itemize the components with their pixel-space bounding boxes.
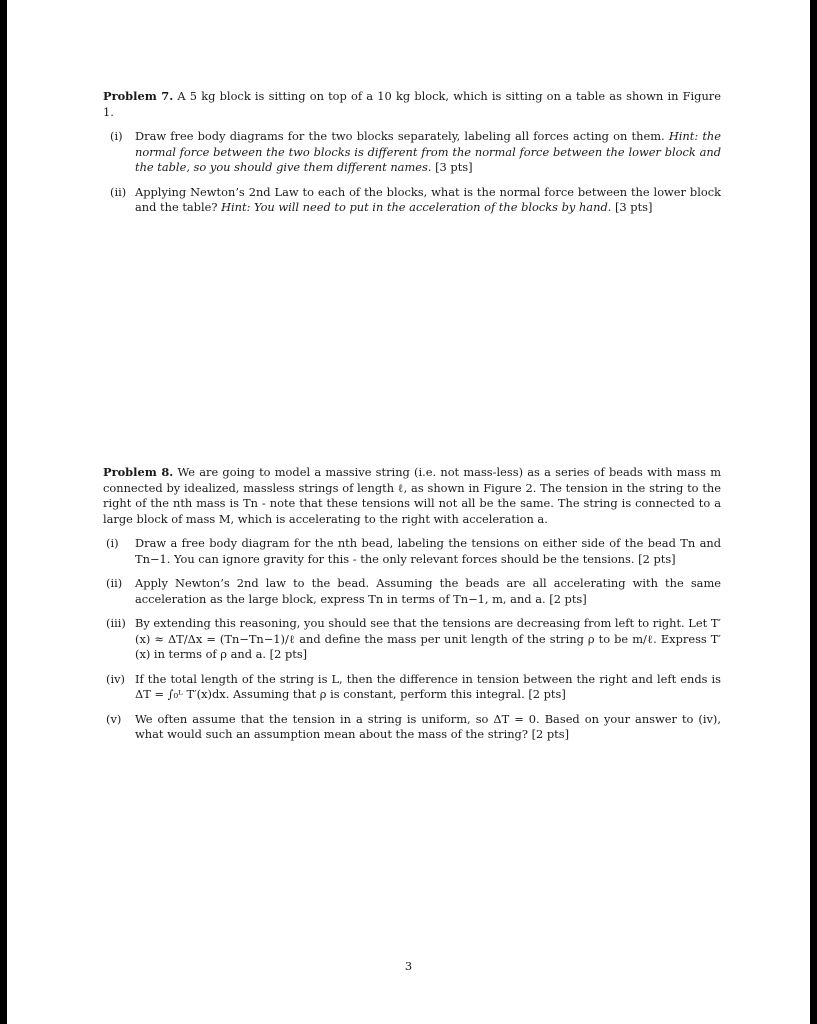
problem-8-title: Problem 8. (103, 465, 174, 479)
problem-7-parts (103, 129, 721, 216)
problem-8-parts (103, 536, 721, 743)
part-points: [2 pts] (528, 687, 566, 701)
problem-8-intro (103, 465, 721, 527)
part-text: We often assume that the tension in a string is uniform, so ΔT = 0. Based on your answer to (iv), what would such an assumption mean about the mass of the string? (135, 711, 721, 741)
problem-7-title: Problem 7. (103, 89, 174, 103)
part-number: (ii) (106, 576, 123, 590)
document-page (7, 0, 810, 1024)
page-number: 3 (404, 959, 413, 973)
part-text: Applying Newton’s 2nd Law to each of the blocks, what is the normal force between the lower block and the table? (135, 184, 721, 214)
part-number: (i) (106, 536, 119, 550)
problem-8 (103, 465, 721, 752)
part-points: [3 pts] (435, 160, 473, 174)
part-number: (v) (106, 711, 122, 726)
part-points: [2 pts] (549, 591, 587, 606)
problem-8-part-iv (103, 672, 721, 703)
part-hint: Hint: the normal force between the two blocks is different from the normal force between the lower block and the table, so you should give them different names. (135, 129, 722, 174)
problem-7-text: A 5 kg block is sitting on top of a 10 kg block, which is sitting on a table as shown in Figure 1. (103, 89, 721, 119)
problem-8-part-iii (103, 616, 721, 663)
problem-7-part-i (103, 129, 721, 176)
part-number: (i) (110, 129, 123, 143)
problem-8-text: We are going to model a massive string (i.e. not mass-less) as a series of beads with mass m connected by idealized, massless strings of length ℓ, as shown in Figure 2. The tension in the string to the right of the nth mass is Tn - note that these tensions will not all be the same. The string is connected to a large block of mass M, which is accelerating to the right with acceleration a. (103, 465, 721, 526)
problem-7-intro (103, 89, 721, 120)
problem-7 (103, 89, 721, 225)
problem-8-part-ii (103, 576, 721, 607)
problem-8-part-i (103, 536, 721, 567)
part-number: (iii) (106, 616, 126, 630)
part-text: Draw a free body diagram for the nth bead, labeling the tensions on either side of the bead Tn and Tn−1. You can ignore gravity for this - the only relevant forces should be the tensions. (135, 536, 721, 566)
part-number: (iv) (106, 671, 125, 686)
part-points: [2 pts] (638, 551, 676, 566)
part-text: By extending this reasoning, you should see that the tensions are decreasing from left to right. Let T′(x) ≈ ΔT/Δx = (Tn−Tn−1)/ℓ and define the mass per unit length of the string ρ to be m/ℓ. Express T′(x) in terms of ρ and a. (135, 616, 721, 661)
part-points: [2 pts] (269, 647, 308, 661)
part-text: If the total length of the string is L, then the difference in tension between the right and left ends is ΔT = ∫₀ᴸ T′(x)dx. Assuming that ρ is constant, perform this integral. (135, 671, 721, 701)
part-text: Draw free body diagrams for the two blocks separately, labeling all forces acting on them. (135, 129, 665, 143)
part-points: [3 pts] (614, 200, 653, 214)
problem-8-part-v (103, 712, 721, 743)
part-text: Apply Newton’s 2nd law to the bead. Assuming the beads are all accelerating with the same acceleration as the large block, express Tn in terms of Tn−1, m, and a. (135, 576, 721, 606)
part-number: (ii) (110, 184, 127, 199)
part-hint: Hint: You will need to put in the acceleration of the blocks by hand. (221, 200, 612, 214)
problem-7-part-ii (103, 185, 721, 216)
part-points: [2 pts] (531, 727, 570, 741)
